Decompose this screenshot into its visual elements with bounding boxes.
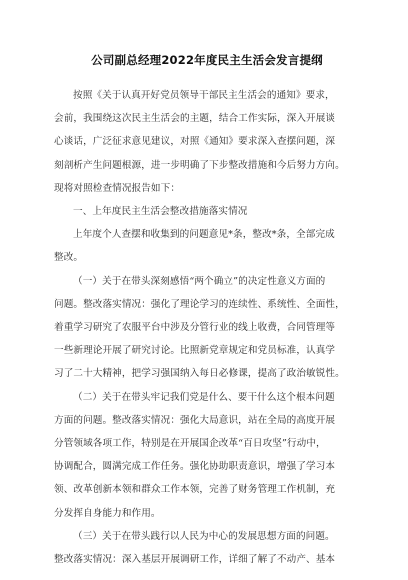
- body-line: （一）关于在带头深刻感悟“两个确立”的决定性意义方面的: [73, 275, 326, 287]
- body-line: 协调配合，圆满完成工作任务。强化协助职责意识，增强了学习本: [54, 461, 336, 473]
- body-line: 分管领域各项工作，特别是在开展国企改革“百日攻坚”行动中，: [54, 438, 326, 450]
- body-line: 问题。整改落实情况：强化了理论学习的连续性、系统性、全面性，: [54, 298, 345, 310]
- document-page: [54, 52, 360, 571]
- body-line: 心谈话，广泛征求意见建议，对照《通知》要求深入查摆问题，深: [54, 136, 336, 148]
- body-line: 会前，我围绕这次民主生活会的主题，结合工作实际，深入开展谈: [54, 113, 336, 125]
- document-body: [54, 84, 360, 571]
- body-line: 着重学习研究了农服平台中涉及分管行业的线上收费，合同管理等: [54, 322, 336, 334]
- body-line: 整改。: [54, 252, 84, 264]
- body-line: （三）关于在带头践行以人民为中心的发展思想方面的问题。: [73, 530, 335, 542]
- body-line: 领、改革创新本领和群众工作本领，完善了财务管理工作机制，充: [54, 484, 336, 496]
- body-line: 习了二十大精神，把学习强国纳入每日必修课，提高了政治敏锐性。: [54, 368, 345, 380]
- body-line: 上年度个人查摆和收集到的问题意见*条，整改*条，全部完成: [73, 229, 335, 241]
- body-line: 按照《关于认真开好党员领导干部民主生活会的通知》要求，: [73, 90, 335, 101]
- body-line: 刻剖析产生问题根源，进一步明确了下步整改措施和今后努力方向。: [54, 159, 345, 171]
- body-line: 现将对照检查情况报告如下：: [54, 182, 181, 194]
- body-line: 一些新理论开展了研究讨论。比照新党章规定和党员标准，认真学: [54, 345, 336, 357]
- document-title: 公司副总经理2022年度民主生活会发言提纲: [91, 53, 323, 67]
- body-line: （二）关于在带头牢记我们党是什么、要干什么这个根本问题: [73, 391, 335, 403]
- body-line: 一、上年度民主生活会整改措施落实情况: [73, 206, 248, 218]
- body-line: 分发挥自身能力和作用。: [54, 507, 161, 519]
- body-line: 方面的问题。整改落实情况：强化大局意识，站在全局的高度开展: [54, 414, 336, 426]
- body-line: 整改落实情况：深入基层开展调研工作，详细了解了不动产、基本: [54, 554, 336, 566]
